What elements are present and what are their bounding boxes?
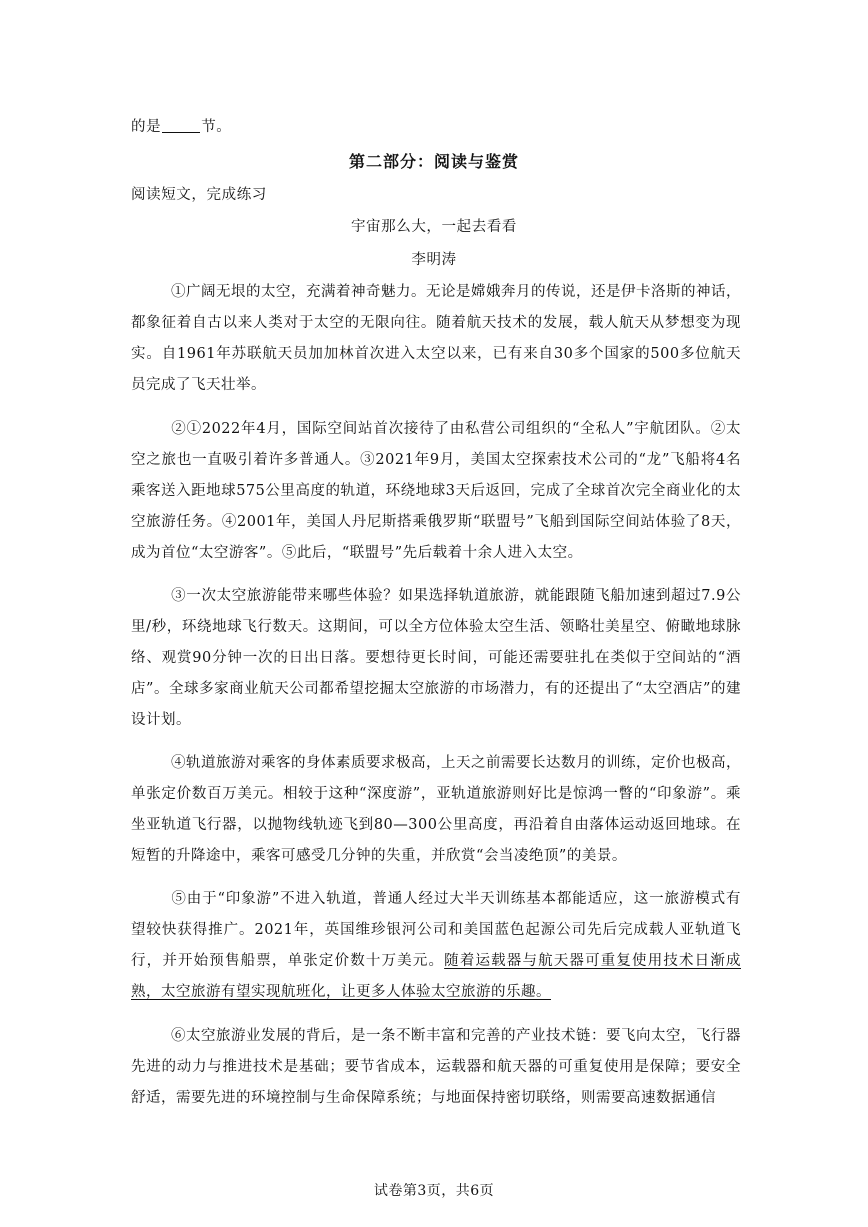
paragraph-2 [131,414,741,569]
paragraph-1 [131,277,741,401]
paragraph-6 [131,1021,741,1114]
article-title: 宇宙那么大，一起去看看 [350,219,518,235]
question-tail-text-end: 节。 [201,119,232,135]
reading-instruction: 阅读短文，完成练习 [131,187,267,203]
section-heading: 第二部分：阅读与鉴赏 [348,152,519,171]
paragraph-3-text: ③一次太空旅游能带来哪些体验？如果选择轨道旅游，就能跟随飞船加速到超过7.9公里/秒，环绕地球飞行数天。这期间，可以全方位体验太空生活、领略壮美星空、俯瞰地球脉络、观赏90分钟一次的日出日落。要想待更长时间，可能还需要驻扎在类似于空间站的“酒店”。全球多家商业航天公司都希望挖掘太空旅游的市场潜力，有的还提出了“太空酒店”的建设计划。 [131,588,741,728]
paragraph-2-text: ②①2022年4月，国际空间站首次接待了由私营公司组织的“全私人”宇航团队。②太空之旅也一直吸引着许多普通人。③2021年9月，美国太空探索技术公司的“龙”飞船将4名乘客送入距地球575公里高度的轨道，环绕地球3天后返回，完成了全球首次完全商业化的太空旅游任务。④2001年，美国人丹尼斯搭乘俄罗斯“联盟号”飞船到国际空间站体验了8天，成为首位“太空游客”。⑤此后，“联盟号”先后载着十余人进入太空。 [131,421,741,561]
article-author: 李明涛 [411,252,457,268]
paragraph-5-text: ⑤由于“印象游”不进入轨道，普通人经过大半天训练基本都能适应，这一旅游模式有望较快获得推广。2021年，英国维珍银河公司和美国蓝色起源公司先后完成载人亚轨道飞行，并开始预售船票，单张定价数十万美元。 [131,891,741,969]
underlined-sentence: 随着运载器与航天器可重复使用技术日渐成熟，太空旅游有望实现航班化，让更多人体验太空旅游的乐趣。 [131,953,741,1000]
paragraph-5 [131,884,741,1008]
paragraph-4 [131,748,741,872]
answer-blank[interactable] [162,118,200,133]
paragraph-1-text: ①广阔无垠的太空，充满着神奇魅力。无论是嫦娥奔月的传说，还是伊卡洛斯的神话，都象征着自古以来人类对于太空的无限向往。随着航天技术的发展，载人航天从梦想变为现实。自1961年苏联航天员加加林首次进入太空以来，已有来自30多个国家的500多位航天员完成了飞天壮举。 [131,284,741,393]
paragraph-4-text: ④轨道旅游对乘客的身体素质要求极高，上天之前需要长达数月的训练，定价也极高，单张定价数百万美元。相较于这种“深度游”，亚轨道旅游则好比是惊鸿一瞥的“印象游”。乘坐亚轨道飞行器，以抛物线轨迹飞到80—300公里高度，再沿着自由落体运动返回地球。在短暂的升降途中，乘客可感受几分钟的失重，并欣赏“会当凌绝顶”的美景。 [131,755,741,864]
question-tail-text: 的是 [131,119,162,135]
paragraph-3 [131,581,741,736]
paragraph-6-text: ⑥太空旅游业发展的背后，是一条不断丰富和完善的产业技术链：要飞向太空，飞行器先进的动力与推进技术是基础；要节省成本，运载器和航天器的可重复使用是保障；要安全舒适，需要先进的环境控制与生命保障系统；与地面保持密切联络，则需要高速数据通信 [131,1028,741,1106]
page-footer: 试卷第3页，共6页 [373,1183,495,1199]
previous-question-tail [131,115,231,136]
